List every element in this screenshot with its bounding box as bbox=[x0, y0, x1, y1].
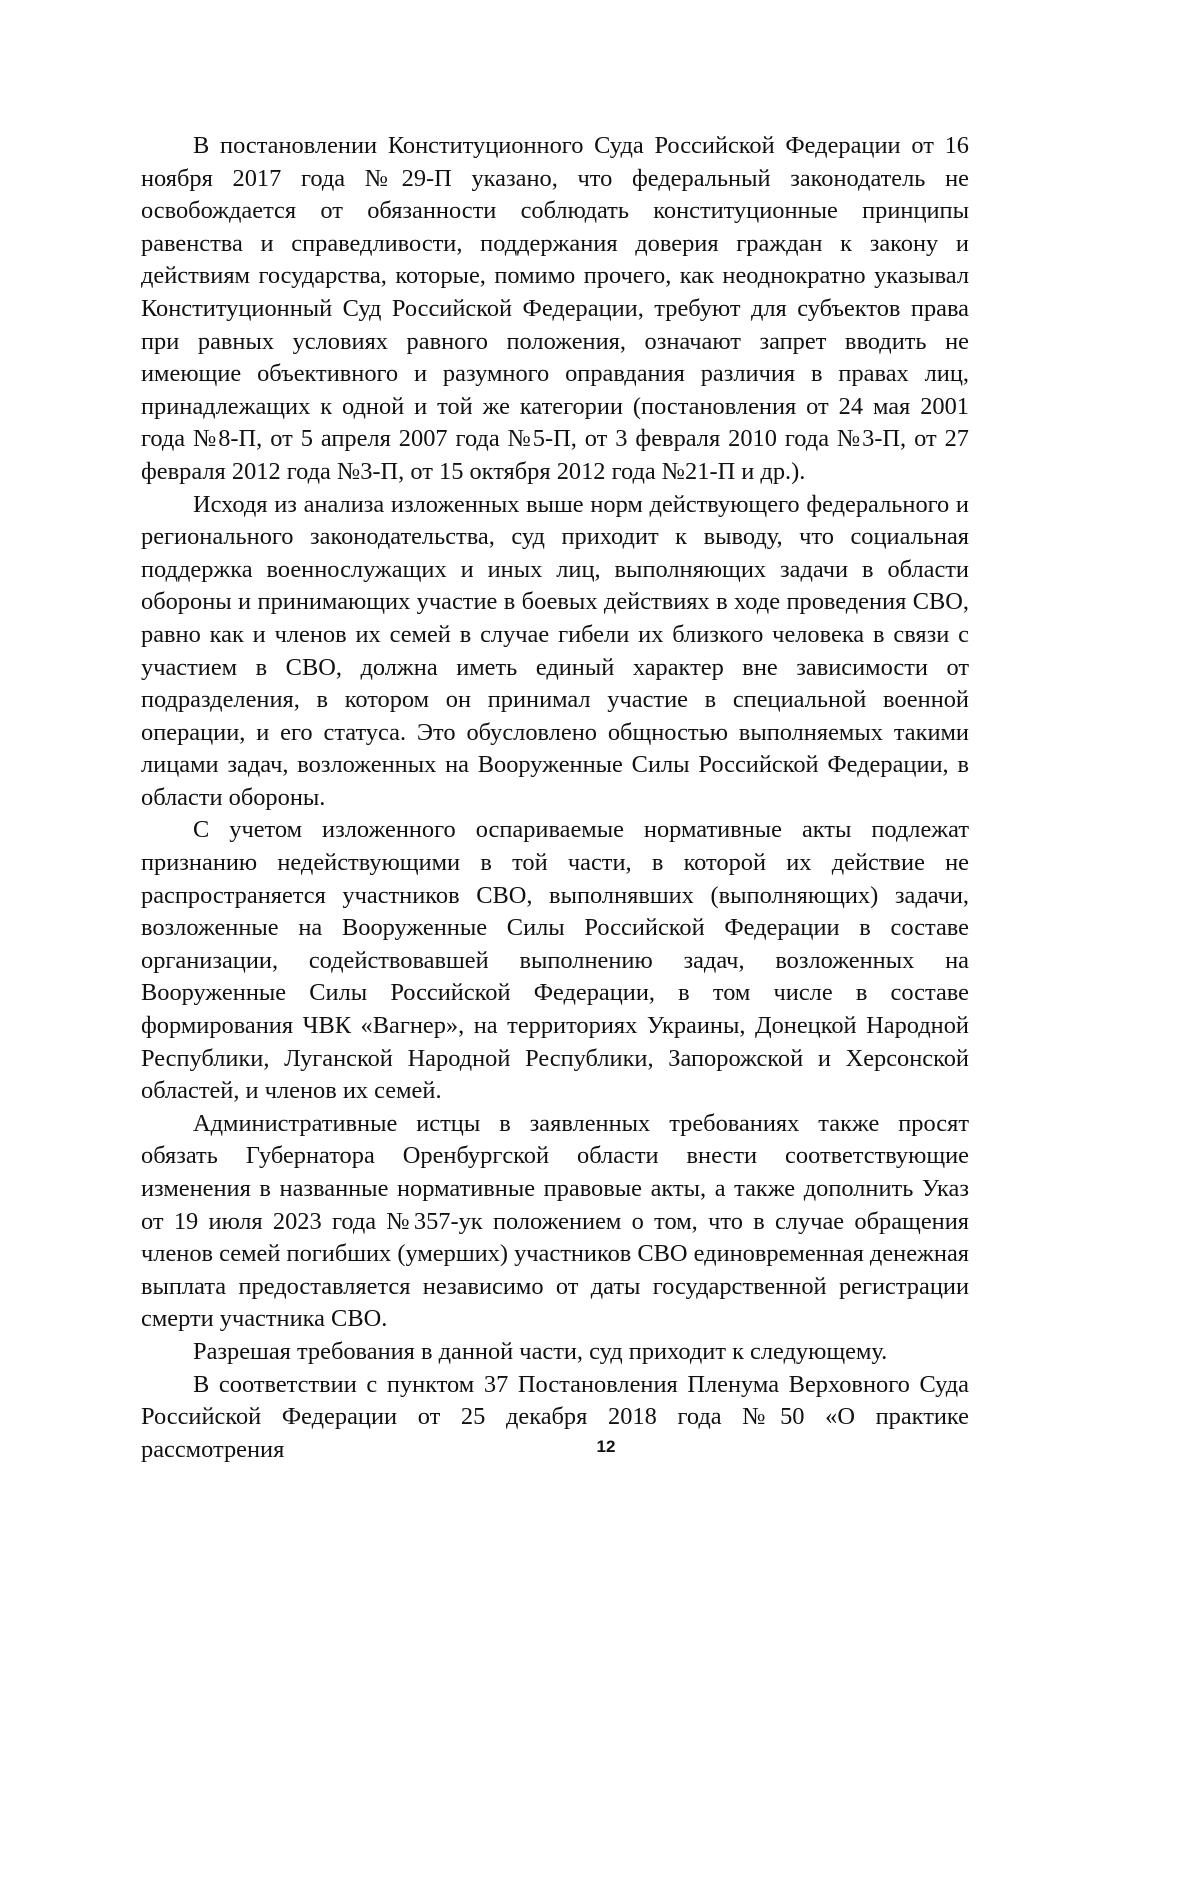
paragraph-resolving-requirements: Разрешая требования в данной части, суд приходит к следующему. bbox=[193, 1337, 888, 1365]
paragraph-acts-invalid: С учетом изложенного оспариваемые нормативные акты подлежат признанию недействующими в той части, в которой их действие не распространяется участников СВО, выполнявших (выполняющих) задачи, возложенные на Вооруженные Силы Российской Федерации в составе организации, содействовавшей выполнению задач, возложенных на Вооруженные Силы Российской Федерации, в том числе в составе формирования ЧВК «Вагнер», на территориях Украины, Донецкой Народной Республики, Луганской Народной Республики, Запорожской и Херсонской областей, и членов их семей. bbox=[141, 816, 969, 1105]
paragraph-plenum-reference: В соответствии с пунктом 37 Постановления Пленума Верховного Суда Российской Федерации от 25 декабря 2018 года №50 «О практике рассмотрения bbox=[141, 1370, 969, 1463]
page-number: 12 bbox=[596, 1437, 616, 1456]
paragraph-constitutional-court: В постановлении Конституционного Суда Российской Федерации от 16 ноября 2017 года №29-П указано, что федеральный законодатель не освобождается от обязанности соблюдать конституционные принципы равенства и справедливости, поддержания доверия граждан к закону и действиям государства, которые, помимо прочего, как неоднократно указывал Конституционный Суд Российской Федерации, требуют для субъектов права при равных условиях равного положения, означают запрет вводить не имеющие объективного и разумного оправдания различия в правах лиц, принадлежащих к одной и той же категории (постановления от 24 мая 2001 года №8-П, от 5 апреля 2007 года №5-П, от 3 февраля 2010 года №3-П, от 27 февраля 2012 года №3-П, от 15 октября 2012 года №21-П и др.). bbox=[141, 132, 969, 485]
paragraph-plaintiffs-requests: Административные истцы в заявленных требованиях также просят обязать Губернатора Оренбургской области внести соответствующие изменения в названные нормативные правовые акты, а также дополнить Указ от 19 июля 2023 года №357-ук положением о том, что в случае обращения членов семей погибших (умерших) участников СВО единовременная денежная выплата предоставляется независимо от даты государственной регистрации смерти участника СВО. bbox=[141, 1109, 969, 1333]
paragraph-court-conclusion: Исходя из анализа изложенных выше норм действующего федерального и регионального законодательства, суд приходит к выводу, что социальная поддержка военнослужащих и иных лиц, выполняющих задачи в области обороны и принимающих участие в боевых действиях в ходе проведения СВО, равно как и членов их семей в случае гибели их близкого человека в связи с участием в СВО, должна иметь единый характер вне зависимости от подразделения, в котором он принимал участие в специальной военной операции, и его статуса. Это обусловлено общностью выполняемых такими лицами задач, возложенных на Вооруженные Силы Российской Федерации, в области обороны. bbox=[141, 490, 969, 811]
document-body bbox=[141, 130, 969, 1466]
